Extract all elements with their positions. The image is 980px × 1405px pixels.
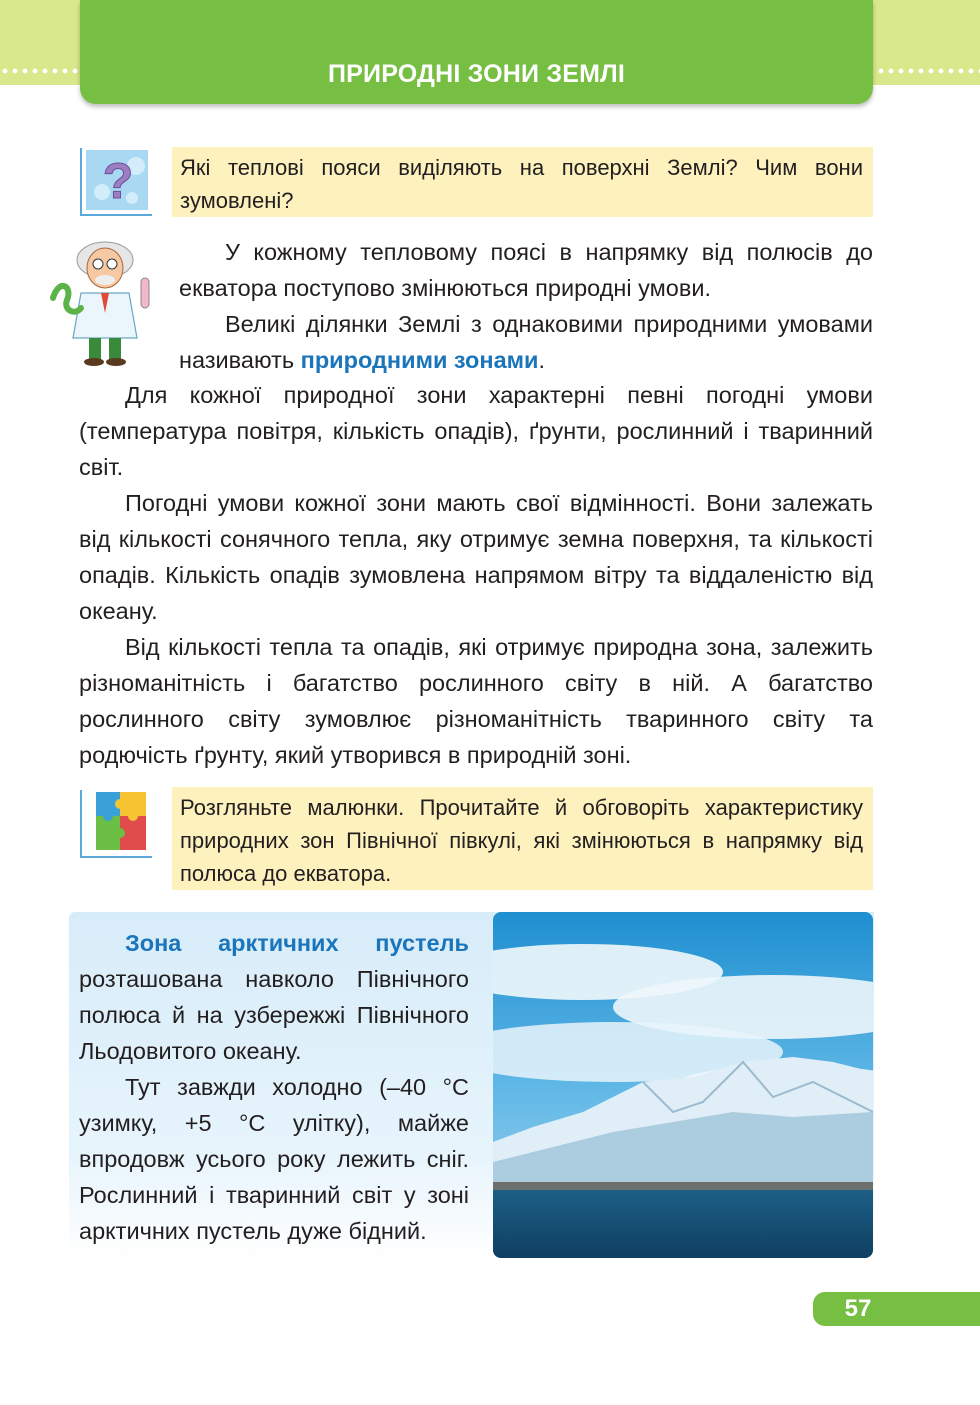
term-natural-zones: природними зонами (300, 347, 539, 373)
intro-paragraph-1 (179, 234, 873, 306)
intro-text-1: У кожному тепловому поясі в напрямку від полюсів до екватора поступово змінюються природні умови. (179, 239, 873, 301)
professor-illustration (45, 238, 165, 368)
arctic-paragraph-2 (79, 1069, 469, 1249)
title-bar (80, 0, 873, 104)
body-text-1: Для кожної природної зони характерні певні погодні умови (температура повітря, кількість опадів), ґрунти, рослинний і тваринний світ. (79, 382, 873, 480)
body-paragraph-2 (79, 485, 873, 629)
arctic-paragraph-1 (79, 925, 469, 1069)
question-mark-icon (80, 148, 152, 216)
page-number-tab (813, 1292, 980, 1326)
arctic-text-1: розташована навколо Північного полюса й на узбережжі Північного Льодовитого океану. (79, 966, 469, 1064)
arctic-text-block (79, 925, 469, 1249)
intro-text-2: Великі ділянки Землі з однаковими природними умовами називають (179, 311, 873, 373)
task-box (172, 787, 873, 890)
arctic-landscape-photo (493, 912, 873, 1258)
svg-text:?: ? (102, 153, 134, 209)
intro-text-2-end: . (538, 347, 546, 373)
body-text-3: Від кількості тепла та опадів, які отримує природна зона, залежить різноманітність і багатство рослинного світу в ній. А багатство рослинного світу зумовлює різноманітність тваринного світу та родючість ґрунту, який утворився в природній зоні. (79, 634, 873, 768)
body-paragraph-3 (79, 629, 873, 773)
term-arctic-desert-zone: Зона арктичних пустель (125, 930, 469, 956)
page-title: ПРИРОДНІ ЗОНИ ЗЕМЛІ (327, 60, 626, 88)
intro-paragraph-2 (179, 306, 873, 378)
header-dots-left (0, 66, 80, 76)
question-text: Які теплові пояси виділяють на поверхні Землі? Чим вони зумовлені? (180, 155, 863, 213)
arctic-text-2: Тут завжди холодно (–40 °C узимку, +5 °C улітку), майже впродовж усього року лежить сніг. Рослинний і тваринний світ у зоні арктичних пустель дуже бідний. (79, 1074, 469, 1244)
body-text-2: Погодні умови кожної зони мають свої відмінності. Вони залежать від кількості сонячного тепла, яку отримує земна поверхня, та кількості опадів. Кількість опадів зумовлена напрямом вітру та віддаленістю від океану. (79, 490, 873, 624)
task-text: Розгляньте малюнки. Прочитайте й обговоріть характеристику природних зон Північної півкулі, які змінюються в напрямку від полюса до екватора. (180, 795, 863, 886)
header-dots-right (876, 66, 980, 76)
puzzle-icon (80, 790, 152, 858)
body-paragraph-1 (79, 377, 873, 485)
question-box (172, 147, 873, 217)
page-number: 57 (844, 1295, 872, 1322)
